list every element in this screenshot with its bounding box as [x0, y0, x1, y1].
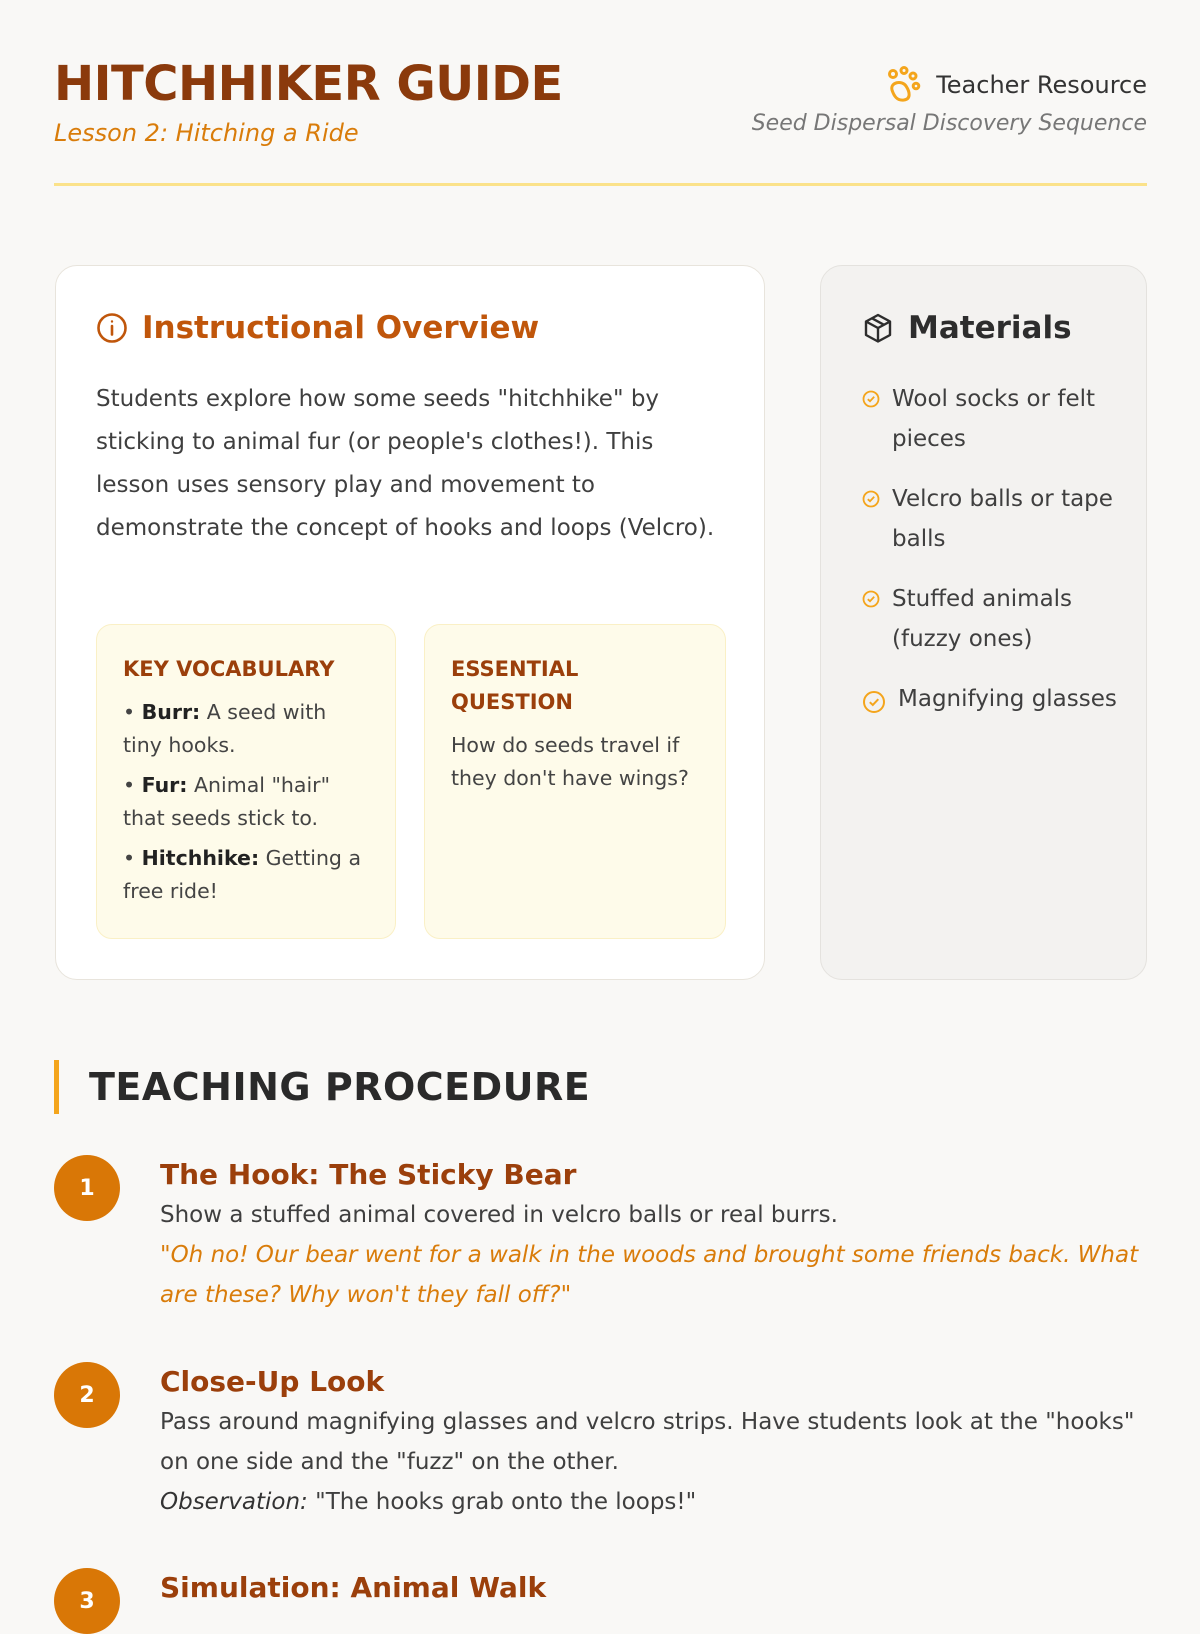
step-body	[160, 1362, 1140, 1522]
list-item	[862, 579, 1122, 659]
step-number-badge: 2	[54, 1362, 120, 1428]
material-label: Velcro balls or tape balls	[892, 486, 1113, 552]
info-icon	[96, 312, 128, 344]
lesson-subtitle: Lesson 2: Hitching a Ride	[54, 119, 359, 147]
vocab-term: Fur:	[141, 773, 188, 797]
step-title: Simulation: Animal Walk	[160, 1571, 547, 1604]
step-number-badge: 1	[54, 1155, 120, 1221]
vocab-heading: KEY VOCABULARY	[123, 657, 335, 681]
step-quote: "Oh no! Our bear went for a walk in the woods and brought some friends back. What are these? Why won't they fall off?"	[160, 1242, 1139, 1308]
observation-label: Observation:	[160, 1489, 308, 1515]
step-title: Close-Up Look	[160, 1365, 385, 1398]
vocab-definition: A seed with tiny hooks.	[123, 700, 327, 757]
check-circle-icon	[862, 390, 880, 408]
list-item	[862, 679, 1122, 719]
teacher-resource-text: Teacher Resource	[936, 71, 1147, 99]
check-circle-icon	[862, 690, 886, 714]
step-text: Show a stuffed animal covered in velcro balls or real burrs.	[160, 1202, 838, 1228]
vocab-definition: Getting a free ride!	[123, 846, 362, 903]
step-title: The Hook: The Sticky Bear	[160, 1158, 577, 1191]
material-label: Wool socks or felt pieces	[892, 386, 1096, 452]
vocab-item: • Burr: A seed with tiny hooks.	[123, 700, 327, 757]
step-body	[160, 1568, 1140, 1608]
vocab-definition: Animal "hair" that seeds stick to.	[123, 773, 331, 830]
procedure-heading: TEACHING PROCEDURE	[54, 1060, 590, 1114]
overview-title: Instructional Overview	[142, 310, 540, 346]
step-body	[160, 1155, 1140, 1315]
essential-question-text: How do seeds travel if they don't have wings?	[451, 733, 689, 790]
observation-text: "The hooks grab onto the loops!"	[307, 1489, 697, 1515]
essential-heading: ESSENTIAL QUESTION	[451, 657, 579, 714]
material-label: Magnifying glasses	[898, 686, 1117, 712]
materials-list	[862, 379, 1122, 739]
sequence-label: Seed Dispersal Discovery Sequence	[751, 111, 1147, 136]
essential-question-box	[424, 624, 726, 939]
materials-card	[820, 265, 1147, 980]
overview-heading	[96, 310, 539, 346]
box-icon	[862, 312, 894, 344]
materials-heading	[862, 310, 1072, 346]
material-label: Stuffed animals (fuzzy ones)	[892, 586, 1073, 652]
overview-description: Students explore how some seeds "hitchhike" by sticking to animal fur (or people's clothes!). This lesson uses sensory play and movement to demonstrate the concept of hooks and loops (Velcro).	[96, 386, 715, 541]
teacher-resource-label	[884, 66, 1147, 104]
step-number-badge: 3	[54, 1568, 120, 1634]
page-header	[54, 56, 1147, 186]
vocab-item: • Fur: Animal "hair" that seeds stick to.	[123, 773, 331, 830]
step-observation	[160, 1482, 1140, 1522]
check-circle-icon	[862, 490, 880, 508]
check-circle-icon	[862, 590, 880, 608]
vocab-term: Burr:	[141, 700, 201, 724]
paw-icon	[884, 66, 922, 104]
instructional-overview-card	[55, 265, 765, 980]
vocab-term: Hitchhike:	[141, 846, 260, 870]
step-text: Pass around magnifying glasses and velcro strips. Have students look at the "hooks" on one side and the "fuzz" on the other.	[160, 1409, 1135, 1475]
materials-title: Materials	[908, 310, 1072, 346]
page-title: HITCHHIKER GUIDE	[54, 56, 563, 112]
list-item	[862, 379, 1122, 459]
vocab-item: • Hitchhike: Getting a free ride!	[123, 846, 362, 903]
list-item	[862, 479, 1122, 559]
key-vocabulary-box	[96, 624, 396, 939]
